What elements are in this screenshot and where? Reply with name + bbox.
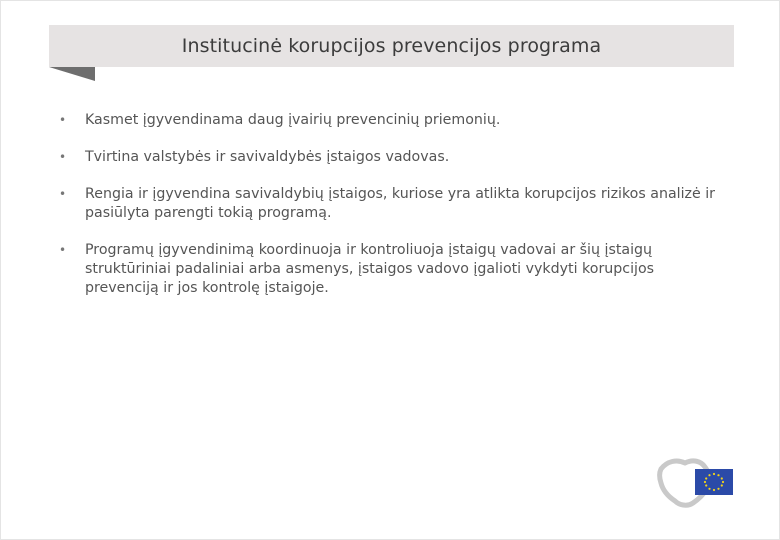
bullet-icon: •: [59, 243, 67, 257]
bullet-item: [59, 148, 719, 167]
bullet-item: [59, 185, 719, 223]
bullet-text: Tvirtina valstybės ir savivaldybės įstaigos vadovas.: [85, 149, 450, 165]
title-band: [49, 25, 734, 67]
lithuania-eu-logo-icon: [655, 455, 735, 511]
bullet-item: [59, 111, 719, 130]
bullet-icon: •: [59, 113, 67, 127]
bullet-item: [59, 241, 719, 298]
bullet-icon: •: [59, 187, 67, 201]
bullet-icon: •: [59, 150, 67, 164]
bullet-text: Programų įgyvendinimą koordinuoja ir kontroliuoja įstaigų vadovai ar šių įstaigų struktūriniai padaliniai arba asmenys, įstaigos vadovo įgalioti vykdyti korupcijos prevenciją ir jos kontrolę įstaigoje.: [85, 242, 655, 296]
title-tab-decoration: [49, 67, 95, 81]
eu-flag: [695, 469, 733, 495]
bullet-text: Rengia ir įgyvendina savivaldybių įstaigos, kuriose yra atlikta korupcijos rizikos analizė ir pasiūlyta parengti tokią programą.: [85, 186, 715, 221]
slide-title: Institucinė korupcijos prevencijos programa: [181, 35, 602, 57]
bullet-text: Kasmet įgyvendinama daug įvairių prevencinių priemonių.: [85, 112, 501, 128]
bullet-list: [59, 111, 719, 316]
